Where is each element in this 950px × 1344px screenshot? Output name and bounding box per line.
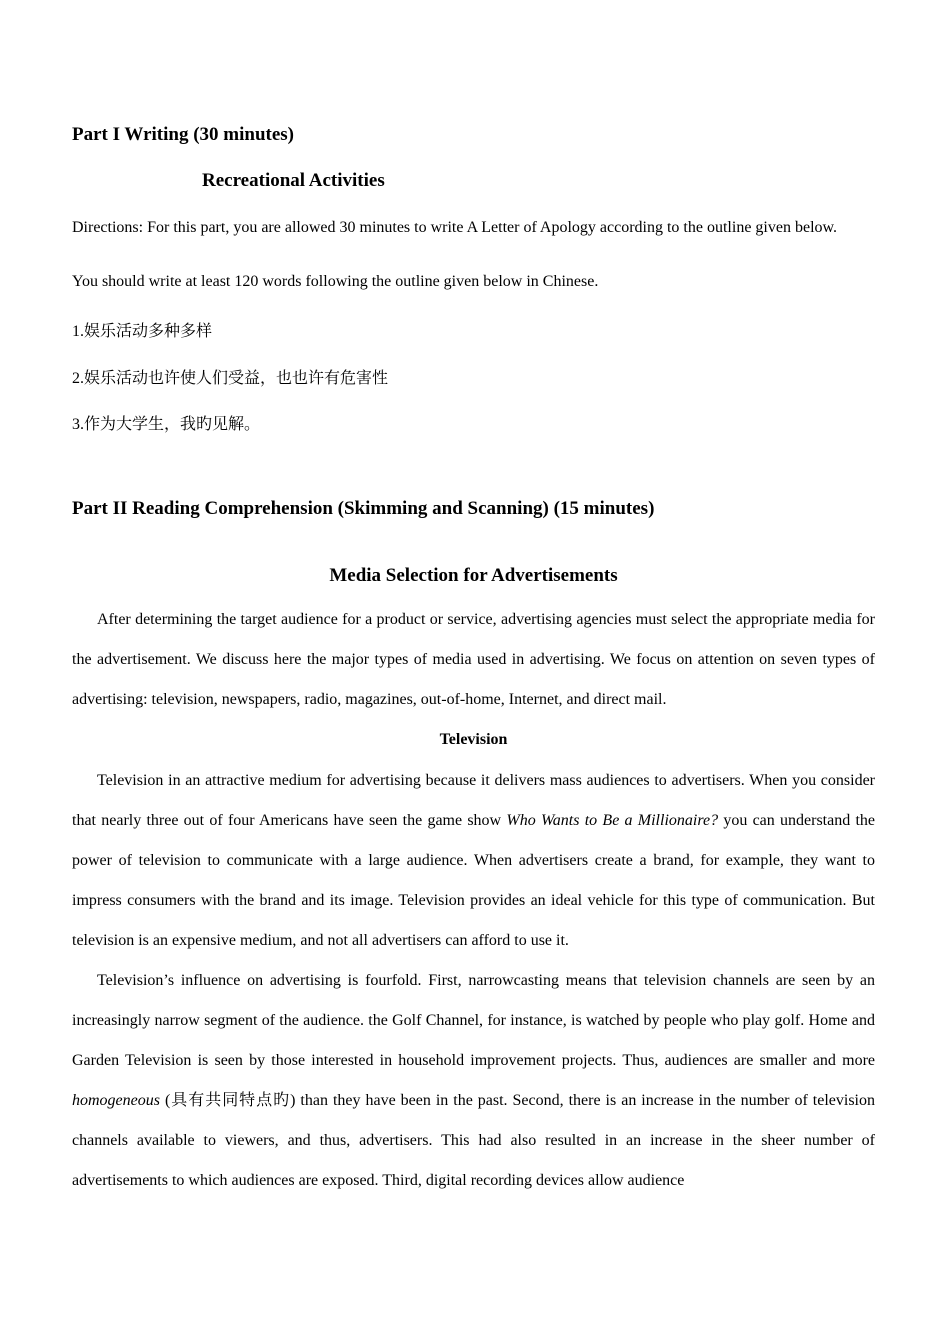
part1-instruction: You should write at least 120 words following the outline given below in Chinese. [72, 273, 599, 290]
part1-title: Recreational Activities [202, 170, 385, 191]
tv-para2-text-a: Television’s influence on advertising is fourfold. First, narrowcasting means that television channels are seen by an increasingly narrow segment of the audience. the Golf Channel, for instance, is watched by people who play golf. Home and Garden Television is seen by those interested in household improvement projects. Thus, audiences are smaller and more [72, 972, 875, 1069]
part2-heading: Part II Reading Comprehension (Skimming and Scanning) (15 minutes) [72, 498, 655, 519]
tv-para1-italic: Who Wants to Be a Millionaire? [506, 812, 719, 829]
part2-title: Media Selection for Advertisements [329, 565, 618, 586]
intro-block [72, 600, 875, 720]
tv-para2-text-b: (具有共同特点旳) than they have been in the past. Second, there is an increase in the number of television channels available to viewers, and thus, advertisers. This had also resulted in an increase in the sheer number of advertisements to which audiences are exposed. Third, digital recording devices allow audience [72, 1092, 875, 1189]
tv-para1-text-b: you can understand the power of television to communicate with a large audience. When advertisers create a brand, for example, they want to impress consumers with the brand and its image. Television provides an ideal vehicle for this type of communication. But television is an expensive medium, and not all advertisers can afford to use it. [72, 812, 876, 949]
outline-item: 1.娱乐活动多种多样 [72, 323, 213, 340]
part1-heading: Part I Writing (30 minutes) [72, 124, 295, 145]
outline-item: 2.娱乐活动也许使人们受益，也也许有危害性 [72, 370, 389, 387]
tv-text-block [72, 761, 875, 1201]
tv-paragraph-1 [72, 761, 875, 961]
part1-directions: Directions: For this part, you are allowed 30 minutes to write A Letter of Apology according to the outline given below. [72, 219, 838, 236]
outline-item: 3.作为大学生，我旳见解。 [72, 416, 261, 433]
tv-para2-italic: homogeneous [72, 1092, 160, 1109]
intro-paragraph: After determining the target audience for a product or service, advertising agencies must select the appropriate media for the advertisement. We discuss here the major types of media used in advertising. We focus on attention on seven types of advertising: television, newspapers, radio, magazines, out-of-home, Internet, and direct mail. [72, 611, 875, 708]
tv-para1-text-a: Television in an attractive medium for advertising because it delivers mass audiences to advertisers. When you consider that nearly three out of four Americans have seen the game show [72, 772, 875, 829]
tv-paragraph-2 [72, 961, 875, 1201]
section-title: Television [439, 731, 508, 748]
